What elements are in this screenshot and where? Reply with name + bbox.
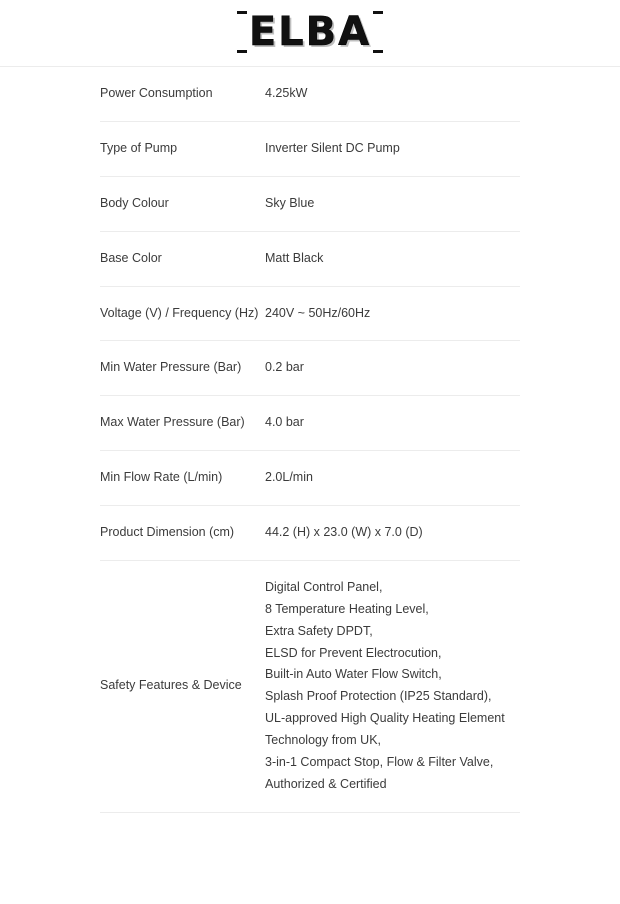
- table-row: [100, 286, 520, 341]
- spec-value-line: 2.0L/min: [265, 470, 313, 485]
- table-row: [100, 506, 520, 561]
- spec-value: [265, 67, 520, 121]
- spec-value: [265, 451, 520, 506]
- spec-value-line: Splash Proof Protection (IP25 Standard),: [265, 689, 492, 704]
- spec-value-line: UL-approved High Quality Heating Element: [265, 711, 505, 726]
- brand-header: [0, 0, 620, 67]
- spec-value-line: Digital Control Panel,: [265, 579, 383, 594]
- specifications-table-body: [100, 67, 520, 812]
- spec-label: Min Water Pressure (Bar): [100, 360, 242, 375]
- spec-label: Safety Features & Device: [100, 678, 242, 693]
- spec-value-line: ELSD for Prevent Electrocution,: [265, 645, 442, 660]
- spec-value: [265, 560, 520, 812]
- spec-value: [265, 121, 520, 176]
- spec-value-line: Matt Black: [265, 250, 324, 265]
- spec-value-line: 240V ~ 50Hz/60Hz: [265, 305, 371, 320]
- spec-value-line: 8 Temperature Heating Level,: [265, 601, 429, 616]
- specifications-table: [100, 67, 520, 813]
- spec-value: [265, 231, 520, 286]
- spec-value: [265, 396, 520, 451]
- spec-value: [265, 506, 520, 561]
- spec-value-line: 4.0 bar: [265, 415, 304, 430]
- spec-label: Product Dimension (cm): [100, 525, 235, 539]
- spec-label: Voltage (V) / Frequency (Hz): [100, 305, 259, 320]
- table-row: [100, 560, 520, 812]
- table-row: [100, 121, 520, 176]
- table-row: [100, 231, 520, 286]
- spec-value-line: 44.2 (H) x 23.0 (W) x 7.0 (D): [265, 525, 423, 539]
- table-row: [100, 451, 520, 506]
- spec-label: Max Water Pressure (Bar): [100, 415, 245, 430]
- spec-label: Type of Pump: [100, 140, 178, 155]
- spec-value: [265, 286, 520, 341]
- spec-value-line: Authorized & Certified: [265, 776, 387, 791]
- table-row: [100, 396, 520, 451]
- brand-name: ELBA: [248, 9, 372, 55]
- spec-value-line: 3-in-1 Compact Stop, Flow & Filter Valve,: [265, 754, 494, 769]
- table-row: [100, 67, 520, 121]
- spec-label: Min Flow Rate (L/min): [100, 470, 223, 485]
- spec-value: [265, 176, 520, 231]
- spec-value-line: Built-in Auto Water Flow Switch,: [265, 667, 442, 682]
- spec-label: Body Colour: [100, 195, 169, 210]
- spec-value-line: Technology from UK,: [265, 733, 382, 747]
- spec-value: [265, 341, 520, 396]
- table-row: [100, 176, 520, 231]
- spec-value-line: 0.2 bar: [265, 360, 304, 375]
- spec-value-line: Inverter Silent DC Pump: [265, 140, 400, 155]
- spec-value-line: Sky Blue: [265, 195, 315, 210]
- spec-value-line: 4.25kW: [265, 86, 308, 100]
- spec-value-line: Extra Safety DPDT,: [265, 623, 373, 638]
- elba-logo: [237, 7, 383, 59]
- spec-label: Base Color: [100, 250, 162, 265]
- table-row: [100, 341, 520, 396]
- spec-label: Power Consumption: [100, 86, 213, 100]
